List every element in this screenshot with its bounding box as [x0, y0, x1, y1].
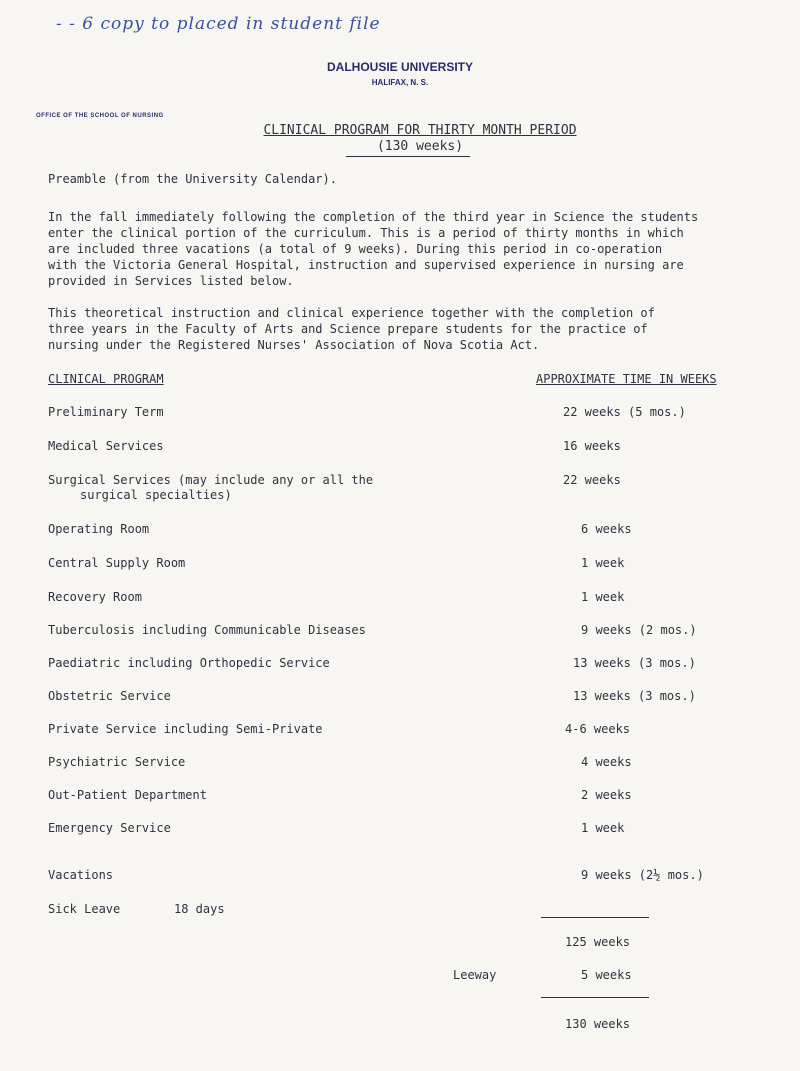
service-time: 13 weeks (3 mos.) — [573, 689, 696, 703]
page-title: CLINICAL PROGRAM FOR THIRTY MONTH PERIOD — [263, 123, 577, 138]
sick-leave-label: Sick Leave — [48, 902, 121, 916]
paragraph-1-line: provided in Services listed below. — [48, 274, 294, 288]
service-time: 4 weeks — [581, 755, 632, 769]
paragraph-1 — [48, 209, 698, 289]
office-name: OFFICE OF THE SCHOOL OF NURSING — [36, 113, 164, 119]
university-name: DALHOUSIE UNIVERSITY — [326, 60, 473, 74]
service-time: 9 weeks (2 mos.) — [581, 623, 697, 637]
service-name: Recovery Room — [48, 590, 142, 604]
service-name: Surgical Services (may include any or all the — [48, 473, 374, 487]
service-name: Obstetric Service — [48, 689, 171, 703]
paragraph-2-line: three years in the Faculty of Arts and Science prepare students for the practice of — [48, 322, 648, 336]
service-time: 22 weeks (5 mos.) — [563, 405, 686, 419]
paragraph-2-line: nursing under the Registered Nurses' Association of Nova Scotia Act. — [48, 338, 540, 352]
column-header-time: APPROXIMATE TIME IN WEEKS — [536, 372, 717, 386]
service-name: Medical Services — [48, 439, 164, 453]
service-time: 4-6 weeks — [565, 722, 631, 736]
preamble-heading: Preamble (from the University Calendar). — [48, 172, 337, 186]
service-name: Psychiatric Service — [48, 755, 186, 769]
service-name: Private Service including Semi-Private — [48, 722, 323, 736]
paragraph-1-line: enter the clinical portion of the curriculum. This is a period of thirty months in which — [48, 226, 684, 240]
column-header-program: CLINICAL PROGRAM — [48, 372, 164, 386]
leeway-time: 5 weeks — [581, 968, 632, 982]
service-name: Emergency Service — [48, 821, 171, 835]
vacations-label: Vacations — [48, 868, 114, 882]
service-time: 2 weeks — [581, 788, 632, 802]
service-time: 13 weeks (3 mos.) — [573, 656, 696, 670]
service-time: 1 week — [581, 821, 625, 835]
subtotal-weeks: 125 weeks — [565, 935, 631, 949]
service-name: Central Supply Room — [48, 556, 186, 570]
subtotal-rule — [541, 917, 649, 918]
total-rule — [541, 997, 649, 998]
service-time: 1 week — [581, 590, 625, 604]
service-name: Tuberculosis including Communicable Diseases — [48, 623, 366, 637]
paragraph-1-line: are included three vacations (a total of 9 weeks). During this period in co-operation — [48, 242, 663, 256]
university-location: HALIFAX, N. S. — [371, 78, 429, 87]
service-name: Out-Patient Department — [48, 788, 207, 802]
paragraph-2 — [48, 305, 655, 353]
service-name: Paediatric including Orthopedic Service — [48, 656, 330, 670]
paragraph-1-line: In the fall immediately following the completion of the third year in Science the students — [48, 210, 699, 224]
subtitle-underline — [346, 156, 470, 157]
leeway-label: Leeway — [453, 968, 497, 982]
service-name-continued: surgical specialties) — [80, 488, 232, 502]
paragraph-2-line: This theoretical instruction and clinical experience together with the completion of — [48, 306, 655, 320]
vacations-time: 9 weeks (2½ mos.) — [581, 868, 704, 882]
service-time: 22 weeks — [563, 473, 621, 487]
total-weeks: 130 weeks — [565, 1017, 631, 1031]
service-time: 16 weeks — [563, 439, 621, 453]
service-time: 1 week — [581, 556, 625, 570]
page-subtitle: (130 weeks) — [376, 139, 464, 154]
handwritten-note: - - 6 copy to placed in student file — [56, 14, 381, 34]
service-time: 6 weeks — [581, 522, 632, 536]
paragraph-1-line: with the Victoria General Hospital, instruction and supervised experience in nursing are — [48, 258, 684, 272]
service-name: Preliminary Term — [48, 405, 164, 419]
sick-leave-days: 18 days — [174, 902, 225, 916]
service-name: Operating Room — [48, 522, 150, 536]
